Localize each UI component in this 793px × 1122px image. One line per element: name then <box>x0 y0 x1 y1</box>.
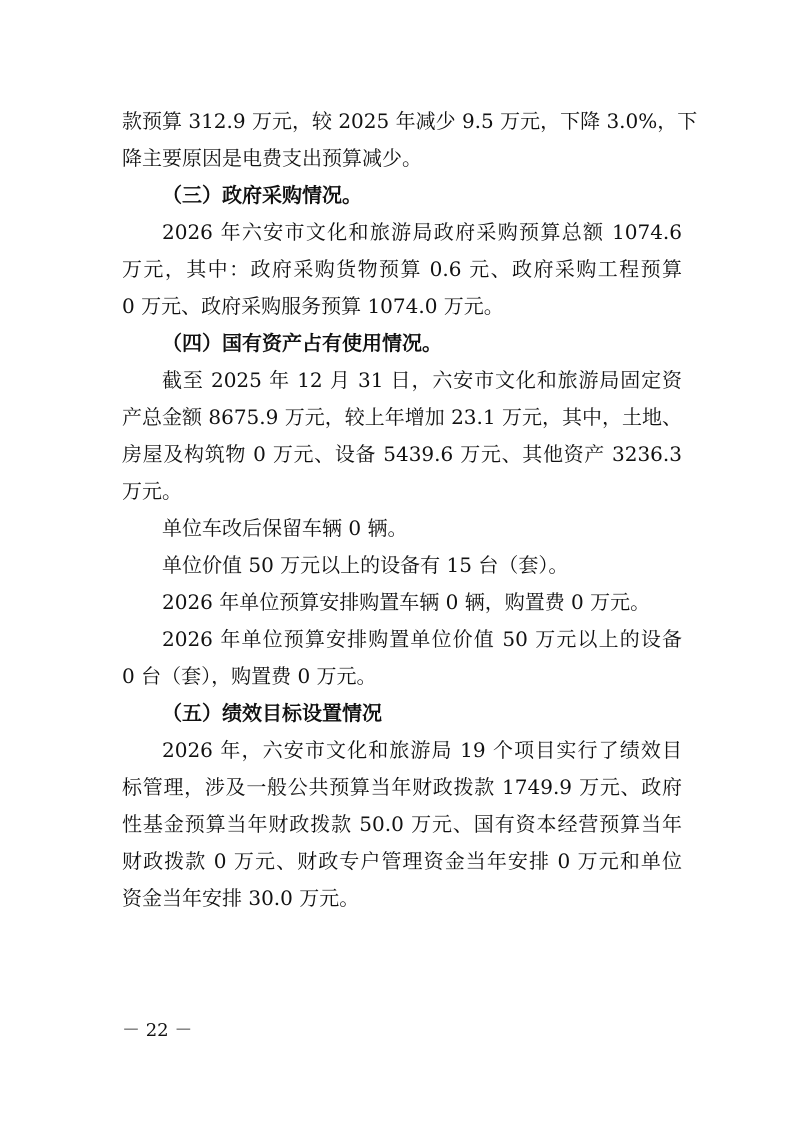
paragraph-line: 标管理，涉及一般公共预算当年财政拨款 1749.9 万元、政府 <box>122 775 682 799</box>
paragraph-line: 2026 年六安市文化和旅游局政府采购预算总额 1074.6 <box>162 220 682 244</box>
paragraph-line: 财政拨款 0 万元、财政专户管理资金当年安排 0 万元和单位 <box>122 849 682 873</box>
paragraph-line: 产总金额 8675.9 万元，较上年增加 23.1 万元，其中，土地、 <box>122 405 682 429</box>
section-heading-procurement: （三）政府采购情况。 <box>162 183 362 207</box>
paragraph-line: 0 万元、政府采购服务预算 1074.0 万元。 <box>122 294 504 318</box>
paragraph-line: 单位车改后保留车辆 0 辆。 <box>162 516 408 540</box>
paragraph-line: 2026 年单位预算安排购置单位价值 50 万元以上的设备 <box>162 627 682 651</box>
paragraph-line: 房屋及构筑物 0 万元、设备 5439.6 万元、其他资产 3236.3 <box>122 442 682 466</box>
paragraph-line: 0 台（套），购置费 0 万元。 <box>122 664 377 688</box>
paragraph-line: 性基金预算当年财政拨款 50.0 万元、国有资本经营预算当年 <box>122 812 682 836</box>
paragraph-line: 降主要原因是电费支出预算减少。 <box>122 146 422 170</box>
paragraph-line: 款预算 312.9 万元，较 2025 年减少 9.5 万元，下降 3.0%，下 <box>122 109 698 133</box>
paragraph-line: 资金当年安排 30.0 万元。 <box>122 886 360 910</box>
paragraph-line: 万元，其中：政府采购货物预算 0.6 元、政府采购工程预算 <box>122 257 682 281</box>
paragraph-line: 截至 2025 年 12 月 31 日，六安市文化和旅游局固定资 <box>162 368 682 392</box>
paragraph-line: 万元。 <box>122 479 182 503</box>
page-number: － 22 － <box>122 1020 193 1041</box>
section-heading-assets: （四）国有资产占有使用情况。 <box>162 331 442 355</box>
section-heading-performance: （五）绩效目标设置情况 <box>162 701 382 725</box>
paragraph-line: 2026 年单位预算安排购置车辆 0 辆，购置费 0 万元。 <box>162 590 651 614</box>
paragraph-line: 2026 年，六安市文化和旅游局 19 个项目实行了绩效目 <box>162 738 682 762</box>
paragraph-line: 单位价值 50 万元以上的设备有 15 台（套）。 <box>162 553 569 577</box>
